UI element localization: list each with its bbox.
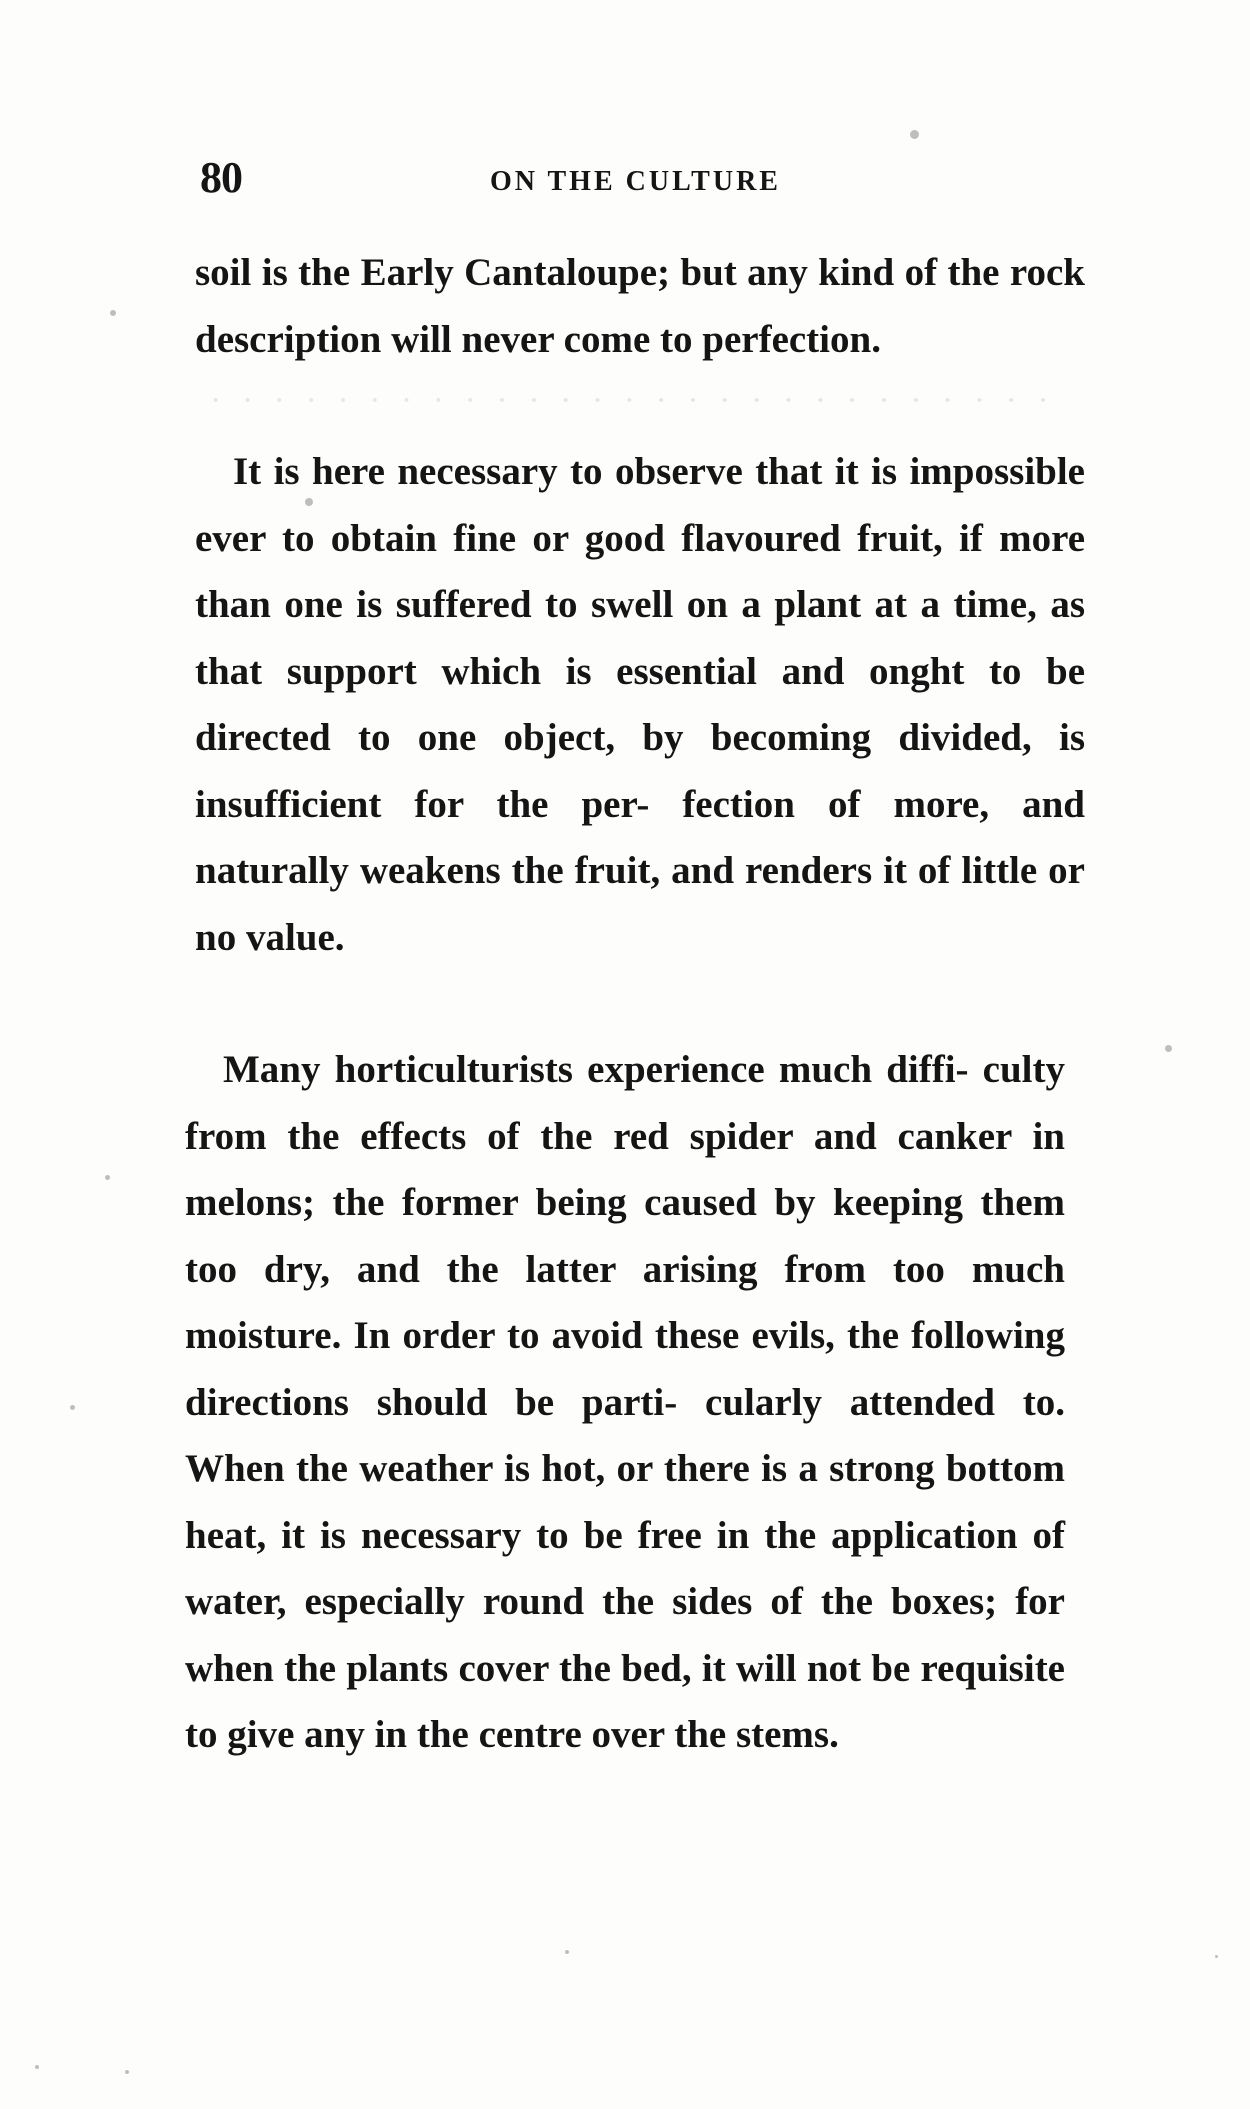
paragraph-1: soil is the Early Cantaloupe; but any kind of the rock description will never come to perfection. (195, 251, 1085, 361)
paper-speck (1165, 1045, 1172, 1052)
page-number: 80 (200, 153, 242, 202)
paper-speck (105, 1175, 110, 1180)
paper-speck (125, 2070, 129, 2074)
paragraph-3: Many horticulturists experience much diffi- culty from the effects of the red spider and canker in melons; the former being caused by keeping them too dry, and the latter arising from too much moisture. In order to avoid these evils, the following directions should be parti- cularly attended to. When the weather is hot, or there is a strong bottom heat, it is necessary to be free in the application of water, especially round the sides of the boxes; for when the plants cover the bed, it will not be requisite to give any in the centre over the stems. (185, 1048, 1065, 1756)
paper-speck (110, 310, 116, 316)
paper-speck (35, 2065, 39, 2069)
bleed-through-decoration: · · · · · · · · · · · · · · · · · · · · · · · · · · · (210, 382, 1055, 416)
paper-speck (70, 1405, 75, 1410)
paragraph-2: It is here necessary to observe that it is impossible ever to obtain fine or good flavoured fruit, if more than one is suffered to swell on a plant at a time, as that support which is essential and onght to be directed to one object, by becoming divided, is insufficient for the per- fection of more, and naturally weakens the fruit, and renders it of little or no value. (195, 450, 1085, 959)
paper-speck (1215, 1955, 1218, 1958)
running-head: ON THE CULTURE (490, 166, 781, 197)
page-body (185, 240, 1085, 1769)
paper-speck (910, 130, 919, 139)
paper-speck (305, 498, 313, 506)
paper-speck (565, 1950, 569, 1954)
